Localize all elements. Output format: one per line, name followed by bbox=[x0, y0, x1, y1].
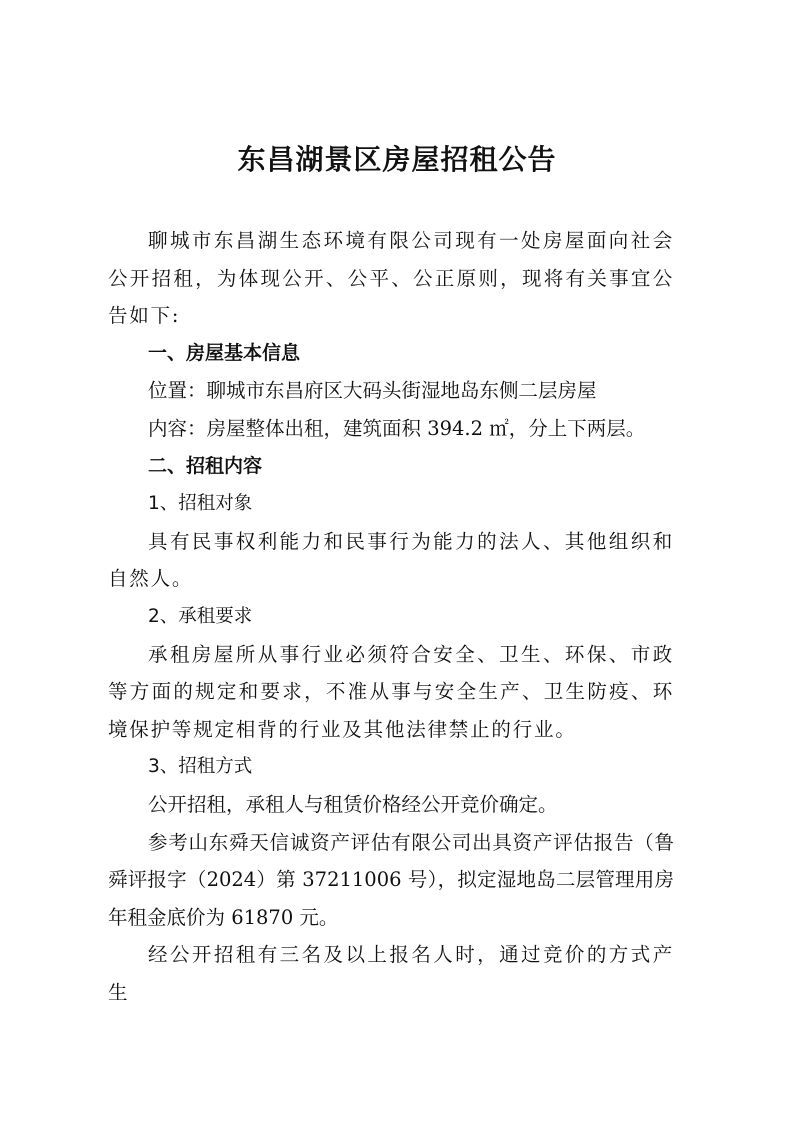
content-line: 内容：房屋整体出租，建筑面积 394.2 ㎡，分上下两层。 bbox=[148, 416, 646, 440]
document-body bbox=[108, 222, 674, 1011]
item-3-heading: 3、招租方式 bbox=[148, 756, 253, 778]
item-2-text: 承租房屋所从事行业必须符合安全、卫生、环保、市政等方面的规定和要求，不准从事与安全生产、卫生防疫、环境保护等规定相背的行业及其他法律禁止的行业。 bbox=[108, 642, 674, 741]
section-2-heading: 二、招租内容 bbox=[148, 454, 263, 477]
item-3-text-1: 公开招租，承租人与租赁价格经公开竞价确定。 bbox=[148, 792, 558, 816]
item-1-text: 具有民事权利能力和民事行为能力的法人、其他组织和自然人。 bbox=[108, 529, 674, 591]
section-1-heading: 一、房屋基本信息 bbox=[148, 341, 301, 364]
item-3-text-2: 参考山东舜天信诚资产评估有限公司出具资产评估报告（鲁舜评报字（2024）第 37211006 号），拟定湿地岛二层管理用房年租金底价为 61870 元。 bbox=[108, 830, 674, 929]
item-2-heading: 2、承租要求 bbox=[148, 605, 253, 627]
location-line: 位置：聊城市东昌府区大码头街湿地岛东侧二层房屋 bbox=[148, 379, 597, 403]
item-1-heading: 1、招租对象 bbox=[148, 493, 253, 515]
document-title: 东昌湖景区房屋招租公告 bbox=[237, 143, 557, 176]
intro-paragraph: 聊城市东昌湖生态环境有限公司现有一处房屋面向社会公开招租，为体现公开、公平、公正原则，现将有关事宜公告如下: bbox=[108, 229, 674, 328]
item-3-text-3: 经公开招租有三名及以上报名人时，通过竞价的方式产生 bbox=[108, 943, 674, 1004]
